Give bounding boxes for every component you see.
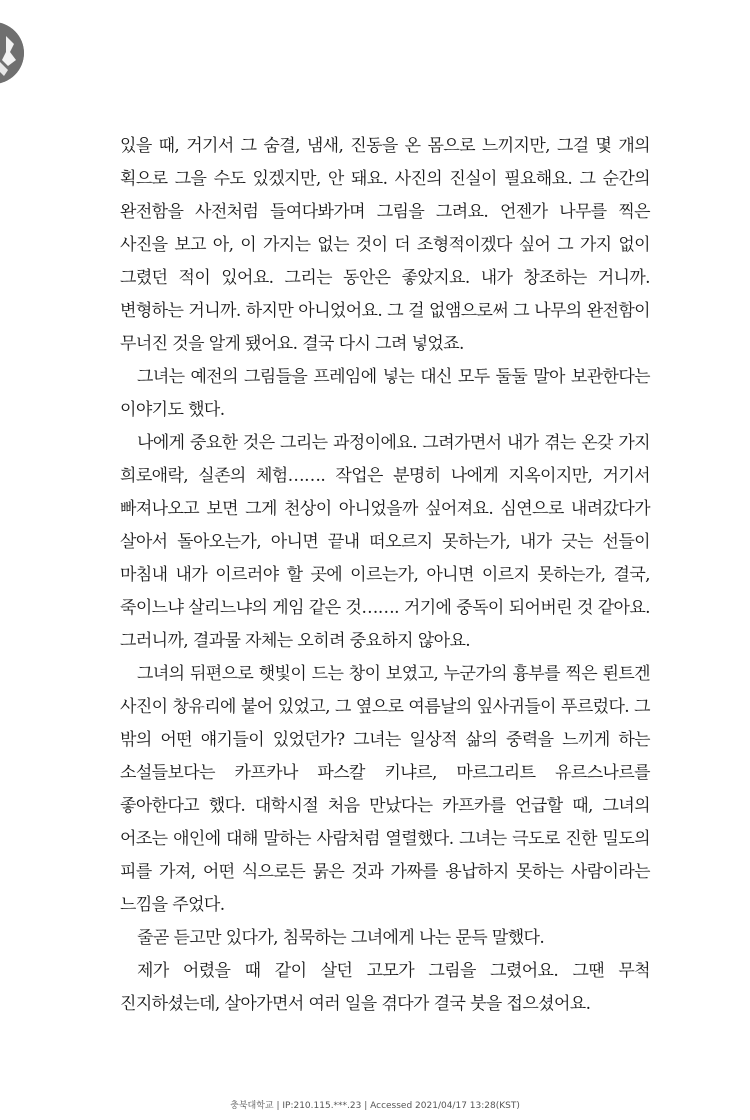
- access-footer: 충북대학교 | IP:210.115.***.23 | Accessed 2021/04/17 13:28(KST): [230, 1101, 520, 1111]
- paragraph-2: 그녀는 예전의 그림들을 프레임에 넣는 대신 모두 둘둘 말아 보관한다는 이야기도 했다.: [120, 367, 650, 420]
- paragraph-3: 나에게 중요한 것은 그리는 과정이에요. 그려가면서 내가 겪는 온갖 가지 희로애락, 실존의 체험……. 작업은 분명히 나에게 지옥이지만, 거기서 빠져나오고 보면 그게 천상이 아니었을까 싶어져요. 심연으로 내려갔다가 살아서 돌아오는가, 아니면 끝내 떠오르지 못하는가, 내가 긋는 선들이 마침내 내가 이르러야 할 곳에 이르는가, 아니면 이르지 못하는가, 결국, 죽이느냐 살리느냐의 게임 같은 것……. 거기에 중독이 되어버린 것 같아요. 그러니까, 결과물 자체는 오히려 중요하지 않아요.: [120, 433, 650, 651]
- paragraph-1: 있을 때, 거기서 그 숨결, 냄새, 진동을 온 몸으로 느끼지만, 그걸 몇 개의 획으로 그을 수도 있겠지만, 안 돼요. 사진의 진실이 필요해요. 그 순간의 완전함을 사전처럼 들여다봐가며 그림을 그려요. 언젠가 나무를 찍은 사진을 보고 아, 이 가지는 없는 것이 더 조형적이겠다 싶어 그 가지 없이 그렸던 적이 있어요. 그리는 동안은 좋았지요. 내가 창조하는 거니까. 변형하는 거니까. 하지만 아니었어요. 그 걸 없앰으로써 그 나무의 완전함이 무너진 것을 알게 됐어요. 결국 다시 그려 넣었죠.: [120, 136, 650, 354]
- page-body: [120, 130, 650, 1021]
- paragraph-6: 제가 어렸을 때 같이 살던 고모가 그림을 그렸어요. 그땐 무척 진지하셨는데, 살아가면서 여러 일을 겪다가 결국 붓을 접으셨어요.: [120, 961, 650, 1014]
- paragraph-4: 그녀의 뒤편으로 햇빛이 드는 창이 보였고, 누군가의 흉부를 찍은 뢴트겐 사진이 창유리에 붙어 있었고, 그 옆으로 여름날의 잎사귀들이 푸르렀다. 그 밖의 어떤 얘기들이 있었던가? 그녀는 일상적 삶의 중력을 느끼게 하는 소설들보다는 카프카나 파스칼 키냐르, 마르그리트 유르스나르를 좋아한다고 했다. 대학시절 처음 만났다는 카프카를 언급할 때, 그녀의 어조는 애인에 대해 말하는 사람처럼 열렬했다. 그녀는 극도로 진한 밀도의 피를 가져, 어떤 식으로든 묽은 것과 가짜를 용납하지 못하는 사람이라는 느낌을 주었다.: [120, 664, 650, 915]
- corner-logo-shape: [0, 22, 24, 84]
- corner-logo-mark: [0, 22, 24, 84]
- paragraph-5: 줄곧 듣고만 있다가, 침묵하는 그녀에게 나는 문득 말했다.: [137, 928, 545, 948]
